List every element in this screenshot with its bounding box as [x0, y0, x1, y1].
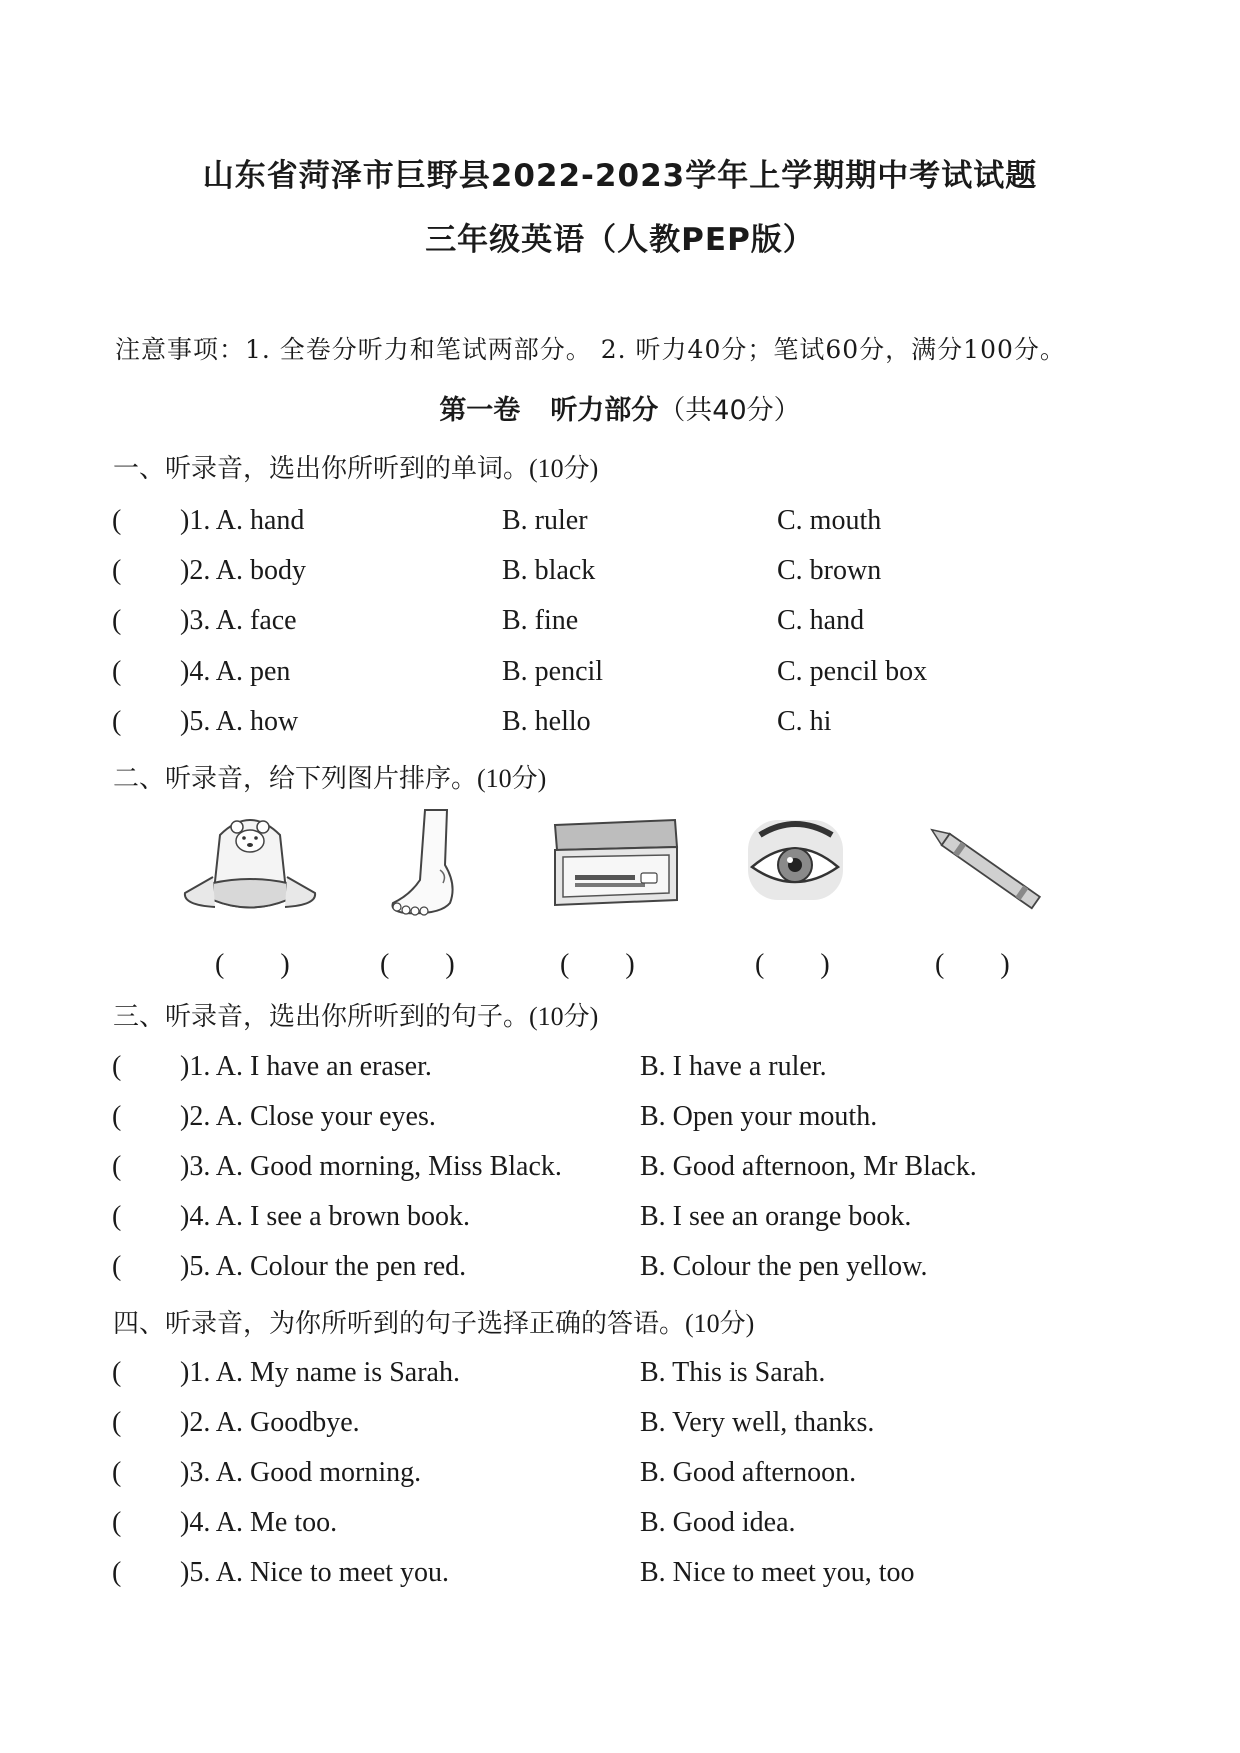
part-one-name: 听力部分	[550, 395, 659, 426]
answer-paren[interactable]: (	[112, 656, 122, 687]
answer-paren[interactable]: (	[112, 1407, 122, 1438]
backpack-picture	[175, 805, 325, 930]
s1-question-4	[0, 656, 1240, 692]
answer-paren[interactable]: (	[112, 706, 122, 737]
section-four-title: 四、听录音，为你所听到的句子选择正确的答语。	[113, 1309, 686, 1339]
option-a: )1. A. hand	[180, 505, 305, 536]
picture-4-blank[interactable]: ( )	[755, 949, 830, 980]
option-a: )1. A. I have an eraser.	[180, 1051, 432, 1082]
section-one-points: (10分)	[529, 454, 599, 483]
s1-question-3	[0, 605, 1240, 641]
option-a: )2. A. Goodbye.	[180, 1407, 360, 1438]
answer-paren[interactable]: (	[112, 1457, 122, 1488]
option-a: )3. A. face	[180, 605, 297, 636]
s1-question-5	[0, 706, 1240, 742]
picture-1-blank[interactable]: ( )	[215, 949, 290, 980]
answer-paren[interactable]: (	[112, 555, 122, 586]
option-b: B. Good afternoon.	[640, 1457, 857, 1488]
option-b: B. Very well, thanks.	[640, 1407, 875, 1438]
section-four-heading	[113, 1303, 754, 1340]
option-b: B. Good afternoon, Mr Black.	[640, 1151, 977, 1182]
crayon-picture	[915, 805, 1055, 930]
s3-question-5	[0, 1251, 1240, 1287]
answer-paren[interactable]: (	[112, 1357, 122, 1388]
section-three-points: (10分)	[529, 1002, 599, 1031]
option-b: B. pencil	[502, 656, 604, 687]
section-two-heading	[113, 758, 546, 795]
answer-paren[interactable]: (	[112, 1507, 122, 1538]
s4-question-2	[0, 1407, 1240, 1443]
answer-paren[interactable]: (	[112, 1101, 122, 1132]
section-four-points: (10分)	[685, 1309, 755, 1338]
option-b: B. I see an orange book.	[640, 1201, 912, 1232]
option-a: )1. A. My name is Sarah.	[180, 1357, 460, 1388]
answer-paren[interactable]: (	[112, 1151, 122, 1182]
exam-notice: 注意事项：1. 全卷分听力和笔试两部分。 2. 听力40分；笔试60分，满分100分。	[115, 335, 1066, 364]
option-a: )3. A. Good morning.	[180, 1457, 422, 1488]
option-b: B. This is Sarah.	[640, 1357, 826, 1388]
option-b: B. fine	[502, 605, 579, 636]
s3-question-2	[0, 1101, 1240, 1137]
option-a: )4. A. I see a brown book.	[180, 1201, 471, 1232]
section-one-title: 一、听录音，选出你所听到的单词。	[113, 454, 530, 484]
option-b: B. hello	[502, 706, 591, 737]
option-c: C. brown	[777, 555, 882, 586]
section-two-title: 二、听录音，给下列图片排序。	[113, 764, 478, 794]
s4-question-1	[0, 1357, 1240, 1393]
option-b: B. black	[502, 555, 596, 586]
option-a: )4. A. pen	[180, 656, 291, 687]
s4-question-3	[0, 1457, 1240, 1493]
picture-3-blank[interactable]: ( )	[560, 949, 635, 980]
section-one-heading	[113, 448, 598, 485]
picture-2-blank[interactable]: ( )	[380, 949, 455, 980]
option-a: )2. A. body	[180, 555, 306, 586]
section-three-title: 三、听录音，选出你所听到的句子。	[113, 1002, 530, 1032]
s1-question-2	[0, 555, 1240, 591]
pencil-case-picture	[545, 805, 685, 930]
foot-picture	[385, 805, 475, 930]
s3-question-3	[0, 1151, 1240, 1187]
eye-picture	[740, 805, 850, 930]
option-b: B. I have a ruler.	[640, 1051, 827, 1082]
option-b: B. ruler	[502, 505, 588, 536]
answer-paren[interactable]: (	[112, 1201, 122, 1232]
s4-question-4	[0, 1507, 1240, 1543]
option-c: C. pencil box	[777, 656, 928, 687]
answer-paren[interactable]: (	[112, 1557, 122, 1588]
answer-paren[interactable]: (	[112, 1251, 122, 1282]
s3-question-1	[0, 1051, 1240, 1087]
part-one-volume: 第一卷	[439, 395, 521, 426]
option-b: B. Good idea.	[640, 1507, 796, 1538]
part-one-points: （共40分）	[658, 395, 801, 426]
option-a: )2. A. Close your eyes.	[180, 1101, 436, 1132]
answer-paren[interactable]: (	[112, 505, 122, 536]
option-b: B. Open your mouth.	[640, 1101, 878, 1132]
section-three-heading	[113, 996, 598, 1033]
s1-question-1	[0, 505, 1240, 541]
s3-question-4	[0, 1201, 1240, 1237]
s4-question-5	[0, 1557, 1240, 1593]
picture-5-blank[interactable]: ( )	[935, 949, 1010, 980]
option-a: )5. A. Colour the pen red.	[180, 1251, 467, 1282]
section-two-points: (10分)	[477, 764, 547, 793]
option-a: )4. A. Me too.	[180, 1507, 338, 1538]
exam-subtitle: 三年级英语（人教PEP版）	[425, 222, 815, 258]
option-c: C. mouth	[777, 505, 882, 536]
option-a: )3. A. Good morning, Miss Black.	[180, 1151, 562, 1182]
option-a: )5. A. how	[180, 706, 299, 737]
part-one-heading	[0, 388, 1240, 427]
answer-paren[interactable]: (	[112, 605, 122, 636]
picture-row	[0, 805, 1240, 935]
option-a: )5. A. Nice to meet you.	[180, 1557, 450, 1588]
option-b: B. Colour the pen yellow.	[640, 1251, 928, 1282]
option-c: C. hi	[777, 706, 832, 737]
exam-title: 山东省菏泽市巨野县2022-2023学年上学期期中考试试题	[202, 158, 1038, 194]
answer-paren[interactable]: (	[112, 1051, 122, 1082]
option-b: B. Nice to meet you, too	[640, 1557, 915, 1588]
option-c: C. hand	[777, 605, 865, 636]
